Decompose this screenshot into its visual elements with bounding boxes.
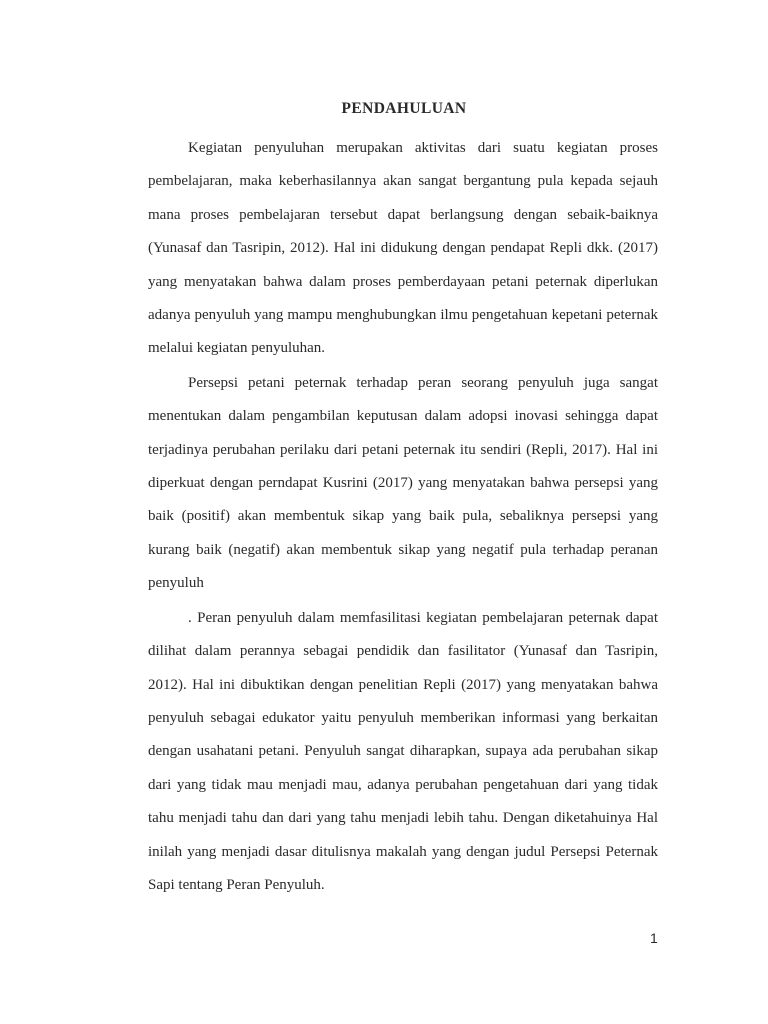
paragraph-3: . Peran penyuluh dalam memfasilitasi kegiatan pembelajaran peternak dapat dilihat dalam perannya sebagai pendidik dan fasilitator (Yunasaf dan Tasripin, 2012). Hal ini dibuktikan dengan penelitian Repli (2017) yang menyatakan bahwa penyuluh sebagai edukator yaitu penyuluh memberikan informasi yang berkaitan dengan usahatani petani. Penyuluh sangat diharapkan, supaya ada perubahan sikap dari yang tidak mau menjadi mau, adanya perubahan pengetahuan dari yang tidak tahu menjadi tahu dan dari yang tahu menjadi lebih tahu. Dengan diketahuinya Hal inilah yang menjadi dasar ditulisnya makalah yang dengan judul Persepsi Peternak Sapi tentang Peran Penyuluh. <box>148 609 658 893</box>
paragraph-2: Persepsi petani peternak terhadap peran seorang penyuluh juga sangat menentukan dalam pengambilan keputusan dalam adopsi inovasi sehingga dapat terjadinya perubahan perilaku dari petani peternak itu sendiri (Repli, 2017). Hal ini diperkuat dengan perndapat Kusrini (2017) yang menyatakan bahwa persepsi yang baik (positif) akan membentuk sikap yang baik pula, sebaliknya persepsi yang kurang baik (negatif) akan membentuk sikap yang negatif pula terhadap peranan penyuluh <box>148 374 658 592</box>
page-number: 1 <box>650 930 658 946</box>
section-heading: PENDAHULUAN <box>341 100 467 117</box>
paragraph-1: Kegiatan penyuluhan merupakan aktivitas dari suatu kegiatan proses pembelajaran, maka keberhasilannya akan sangat bergantung pula kepada sejauh mana proses pembelajaran tersebut dapat berlangsung dengan sebaik-baiknya (Yunasaf dan Tasripin, 2012). Hal ini didukung dengan pendapat Repli dkk. (2017) yang menyatakan bahwa dalam proses pemberdayaan petani peternak diperlukan adanya penyuluh yang mampu menghubungkan ilmu pengetahuan kepetani peternak melalui kegiatan penyuluhan. <box>148 140 658 357</box>
body-text <box>148 132 658 902</box>
